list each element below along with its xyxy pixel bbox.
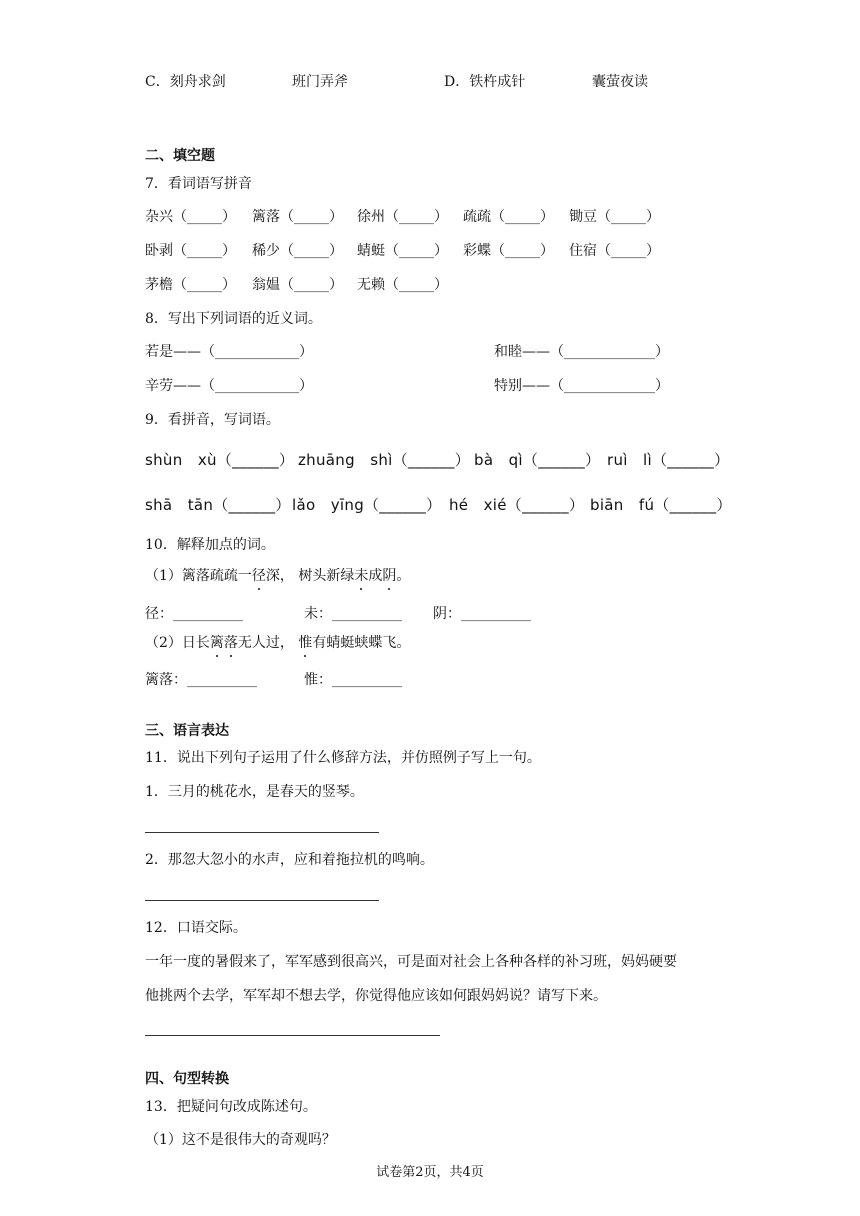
- question-7-stem: 7．看词语写拼音: [145, 176, 252, 192]
- q9-pinyin-item: shùn xù（______）: [145, 451, 295, 469]
- option-c-second: 班门弄斧: [292, 74, 348, 90]
- section-title-sentence-conversion: 四、句型转换: [145, 1071, 229, 1087]
- q7-item: 住宿（_____）: [569, 243, 660, 259]
- q7-item: 疏疏（_____）: [463, 209, 554, 225]
- q7-item: 卧剥（_____）: [145, 243, 236, 259]
- q7-item: 杂兴（_____）: [145, 209, 236, 225]
- q7-item: 稀少（_____）: [252, 243, 343, 259]
- q10-poem-line-2: [145, 633, 410, 653]
- q9-pinyin-item: shā tān（______）: [145, 496, 291, 514]
- q8-item: 若是——（____________）: [145, 344, 313, 360]
- q12-prompt-line-1: 一年一度的暑假来了，军军感到很高兴，可是面对社会上各种各样的补习班，妈妈硬要: [145, 954, 677, 970]
- poem-text: 成: [368, 568, 383, 584]
- q7-item: 锄豆（_____）: [569, 209, 660, 225]
- question-8-stem: 8．写出下列词语的近义词。: [145, 311, 322, 327]
- q10-answer: 篱落：__________: [145, 672, 257, 688]
- poem-text: （2）日长: [145, 635, 210, 651]
- dotted-word: 落: [223, 635, 238, 651]
- dotted-word: 径: [251, 568, 266, 584]
- q10-answer: 阴：__________: [433, 606, 531, 622]
- q7-item: 无赖（_____）: [357, 277, 448, 293]
- answer-line: [145, 832, 379, 833]
- option-d: D．铁杵成针: [444, 74, 526, 90]
- question-9-stem: 9．看拼音，写词语。: [145, 412, 280, 428]
- q10-answer: 未：__________: [304, 606, 402, 622]
- q7-item: 彩蝶（_____）: [463, 243, 554, 259]
- q8-item: 辛劳——（____________）: [145, 378, 313, 394]
- page-footer: 试卷第2页，共4页: [376, 1165, 484, 1180]
- q9-pinyin-item: ruì lì（______）: [607, 451, 730, 469]
- poem-text: 深， 树头新绿: [265, 568, 355, 584]
- answer-line: [145, 1035, 440, 1036]
- answer-line: [145, 900, 379, 901]
- dotted-word: 未: [354, 568, 369, 584]
- option-c: C．刻舟求剑: [145, 74, 226, 90]
- q9-pinyin-item: lǎo yīng（______）: [292, 496, 442, 514]
- dotted-word: 阴: [382, 568, 397, 584]
- poem-text: 。: [396, 568, 411, 584]
- question-12-stem: 12．口语交际。: [145, 920, 247, 936]
- q11-sentence-2: 2．那忽大忽小的水声，应和着拖拉机的鸣响。: [145, 852, 434, 868]
- poem-text: 有蜻蜓蛱蝶飞。: [312, 635, 411, 651]
- q10-answer: 惟：__________: [304, 672, 402, 688]
- q9-pinyin-item: zhuāng shì（______）: [298, 451, 470, 469]
- question-11-stem: 11．说出下列句子运用了什么修辞方法，并仿照例子写上一句。: [145, 750, 541, 766]
- dotted-word: 篱: [209, 635, 224, 651]
- poem-text: 无人过，: [237, 635, 299, 651]
- section-title-language-expression: 三、语言表达: [145, 723, 229, 739]
- question-10-stem: 10．解释加点的词。: [145, 537, 275, 553]
- q7-item: 徐州（_____）: [357, 209, 448, 225]
- q9-pinyin-item: hé xié（______）: [449, 496, 585, 514]
- q7-item: 茅檐（_____）: [145, 277, 236, 293]
- section-title-fill-in: 二、填空题: [145, 148, 215, 164]
- dotted-word: 惟: [298, 635, 313, 651]
- question-13-stem: 13．把疑问句改成陈述句。: [145, 1099, 317, 1115]
- poem-text: （1）篱落疏疏一: [145, 568, 252, 584]
- q8-item: 和睦——（_____________）: [494, 344, 669, 360]
- q9-pinyin-item: biān fú（______）: [590, 496, 732, 514]
- q10-answer: 径：__________: [145, 606, 243, 622]
- q12-prompt-line-2: 他挑两个去学，军军却不想去学，你觉得他应该如何跟妈妈说？请写下来。: [145, 988, 607, 1004]
- q13-item-1: （1）这不是很伟大的奇观吗？: [145, 1132, 336, 1148]
- q7-item: 蜻蜓（_____）: [357, 243, 448, 259]
- option-d-second: 囊萤夜读: [592, 74, 648, 90]
- q7-item: 篱落（_____）: [252, 209, 343, 225]
- q9-pinyin-item: bà qì（______）: [474, 451, 601, 469]
- q10-poem-line-1: [145, 566, 410, 586]
- q11-sentence-1: 1．三月的桃花水，是春天的竖琴。: [145, 784, 364, 800]
- q8-item: 特别——（_____________）: [494, 378, 669, 394]
- q7-item: 翁媪（_____）: [252, 277, 343, 293]
